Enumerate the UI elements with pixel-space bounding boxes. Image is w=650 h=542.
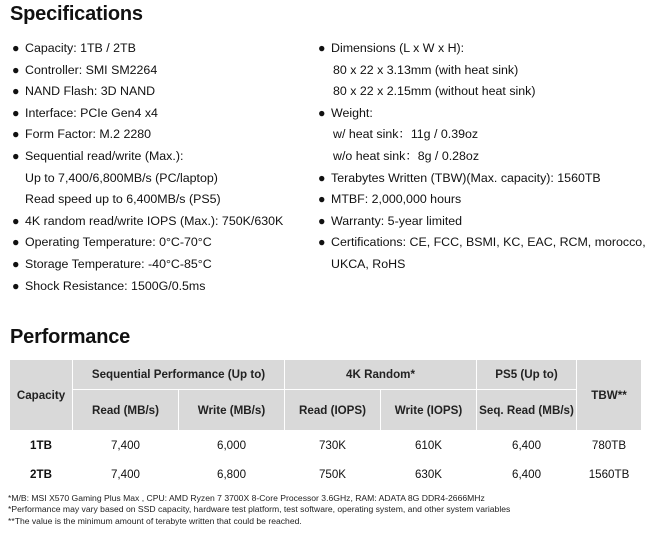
header-seq-write: Write (MB/s) [179, 390, 285, 431]
cell-seq-read: 7,400 [73, 431, 179, 460]
spec-item: ● Interface: PCIe Gen4 x4 [12, 103, 312, 125]
header-seq-read: Read (MB/s) [73, 390, 179, 431]
specs-right-column [318, 38, 648, 276]
spec-subitem: Up to 7,400/6,800MB/s (PC/laptop) [25, 170, 218, 185]
footnote: **The value is the minimum amount of terabyte written that could be reached. [8, 515, 302, 526]
bullet-icon: ● [318, 170, 326, 185]
cell-tbw: 1560TB [577, 460, 642, 489]
header-ps5: PS5 (Up to) [477, 360, 577, 390]
bullet-icon: ● [12, 278, 20, 293]
spec-subitem: Read speed up to 6,400MB/s (PS5) [25, 192, 221, 207]
bullet-icon: ● [318, 235, 326, 250]
spec-item: ● Sequential read/write (Max.): [12, 146, 312, 168]
table-header-row [10, 360, 642, 390]
cell-seq-read: 7,400 [73, 460, 179, 489]
cell-ps5-read: 6,400 [477, 460, 577, 489]
performance-title: Performance [10, 326, 131, 348]
footnotes [8, 493, 510, 527]
spec-item: ● Dimensions (L x W x H): [318, 38, 648, 60]
bullet-icon: ● [318, 213, 326, 228]
cell-rnd-write: 630K [381, 460, 477, 489]
bullet-icon: ● [318, 192, 326, 207]
spec-item: ● Capacity: 1TB / 2TB [12, 38, 312, 60]
spec-subitem: 80 x 22 x 2.15mm (without heat sink) [333, 84, 536, 99]
spec-item: ● Operating Temperature: 0°C-70°C [12, 232, 312, 254]
spec-item: ● MTBF: 2,000,000 hours [318, 189, 648, 211]
spec-item: ● Terabytes Written (TBW)(Max. capacity): 1560TB [318, 168, 648, 190]
spec-item: ● NAND Flash: 3D NAND [12, 81, 312, 103]
header-sequential: Sequential Performance (Up to) [73, 360, 285, 390]
spec-item: ● Controller: SMI SM2264 [12, 60, 312, 82]
table-row [10, 460, 642, 489]
specifications-title: Specifications [10, 3, 143, 25]
bullet-icon: ● [318, 105, 326, 120]
bullet-icon: ● [12, 62, 20, 77]
spec-subitem: 80 x 22 x 3.13mm (with heat sink) [333, 62, 519, 77]
footnote: *M/B: MSI X570 Gaming Plus Max , CPU: AMD Ryzen 7 3700X 8-Core Processor 3.6GHz, RAM: ADATA 8G DDR4-2666MHz [8, 493, 485, 503]
spec-item: ● Form Factor: M.2 2280 [12, 124, 312, 146]
spec-subitem: w/o heat sink：8g / 0.28oz [333, 148, 480, 163]
specs-left-column [12, 38, 312, 297]
cell-seq-write: 6,800 [179, 460, 285, 489]
header-rnd-write: Write (IOPS) [381, 390, 477, 431]
bullet-icon: ● [12, 105, 20, 120]
spec-subitem: UKCA, RoHS [331, 256, 406, 271]
cell-rnd-write: 610K [381, 431, 477, 460]
spec-item: ● Shock Resistance: 1500G/0.5ms [12, 276, 312, 298]
table-subheader-row [10, 390, 642, 431]
spec-item: ● 4K random read/write IOPS (Max.): 750K/630K [12, 211, 312, 233]
header-rnd-read: Read (IOPS) [285, 390, 381, 431]
header-random: 4K Random* [285, 360, 477, 390]
cell-ps5-read: 6,400 [477, 431, 577, 460]
header-tbw: TBW** [577, 360, 642, 431]
header-ps5-read: Seq. Read (MB/s) [477, 390, 577, 431]
cell-rnd-read: 750K [285, 460, 381, 489]
bullet-icon: ● [12, 148, 20, 163]
bullet-icon: ● [12, 235, 20, 250]
bullet-icon: ● [12, 84, 20, 99]
spec-subitem: w/ heat sink：11g / 0.39oz [333, 127, 479, 142]
spec-item: ● Storage Temperature: -40°C-85°C [12, 254, 312, 276]
header-capacity: Capacity [10, 360, 73, 431]
cell-rnd-read: 730K [285, 431, 381, 460]
bullet-icon: ● [12, 256, 20, 271]
bullet-icon: ● [12, 41, 20, 55]
spec-item: ● Weight: [318, 103, 648, 125]
spec-item: ● Certifications: CE, FCC, BSMI, KC, EAC, RCM, morocco, [318, 232, 648, 254]
table-row [10, 431, 642, 460]
cell-tbw: 780TB [577, 431, 642, 460]
bullet-icon: ● [12, 213, 20, 228]
cell-seq-write: 6,000 [179, 431, 285, 460]
performance-table [9, 359, 642, 489]
cell-capacity: 2TB [10, 460, 73, 489]
footnote: *Performance may vary based on SSD capacity, hardware test platform, test software, operating system, and other system variables [8, 504, 511, 515]
bullet-icon: ● [318, 41, 326, 55]
bullet-icon: ● [12, 127, 20, 142]
cell-capacity: 1TB [10, 431, 73, 460]
spec-item: ● Warranty: 5-year limited [318, 211, 648, 233]
